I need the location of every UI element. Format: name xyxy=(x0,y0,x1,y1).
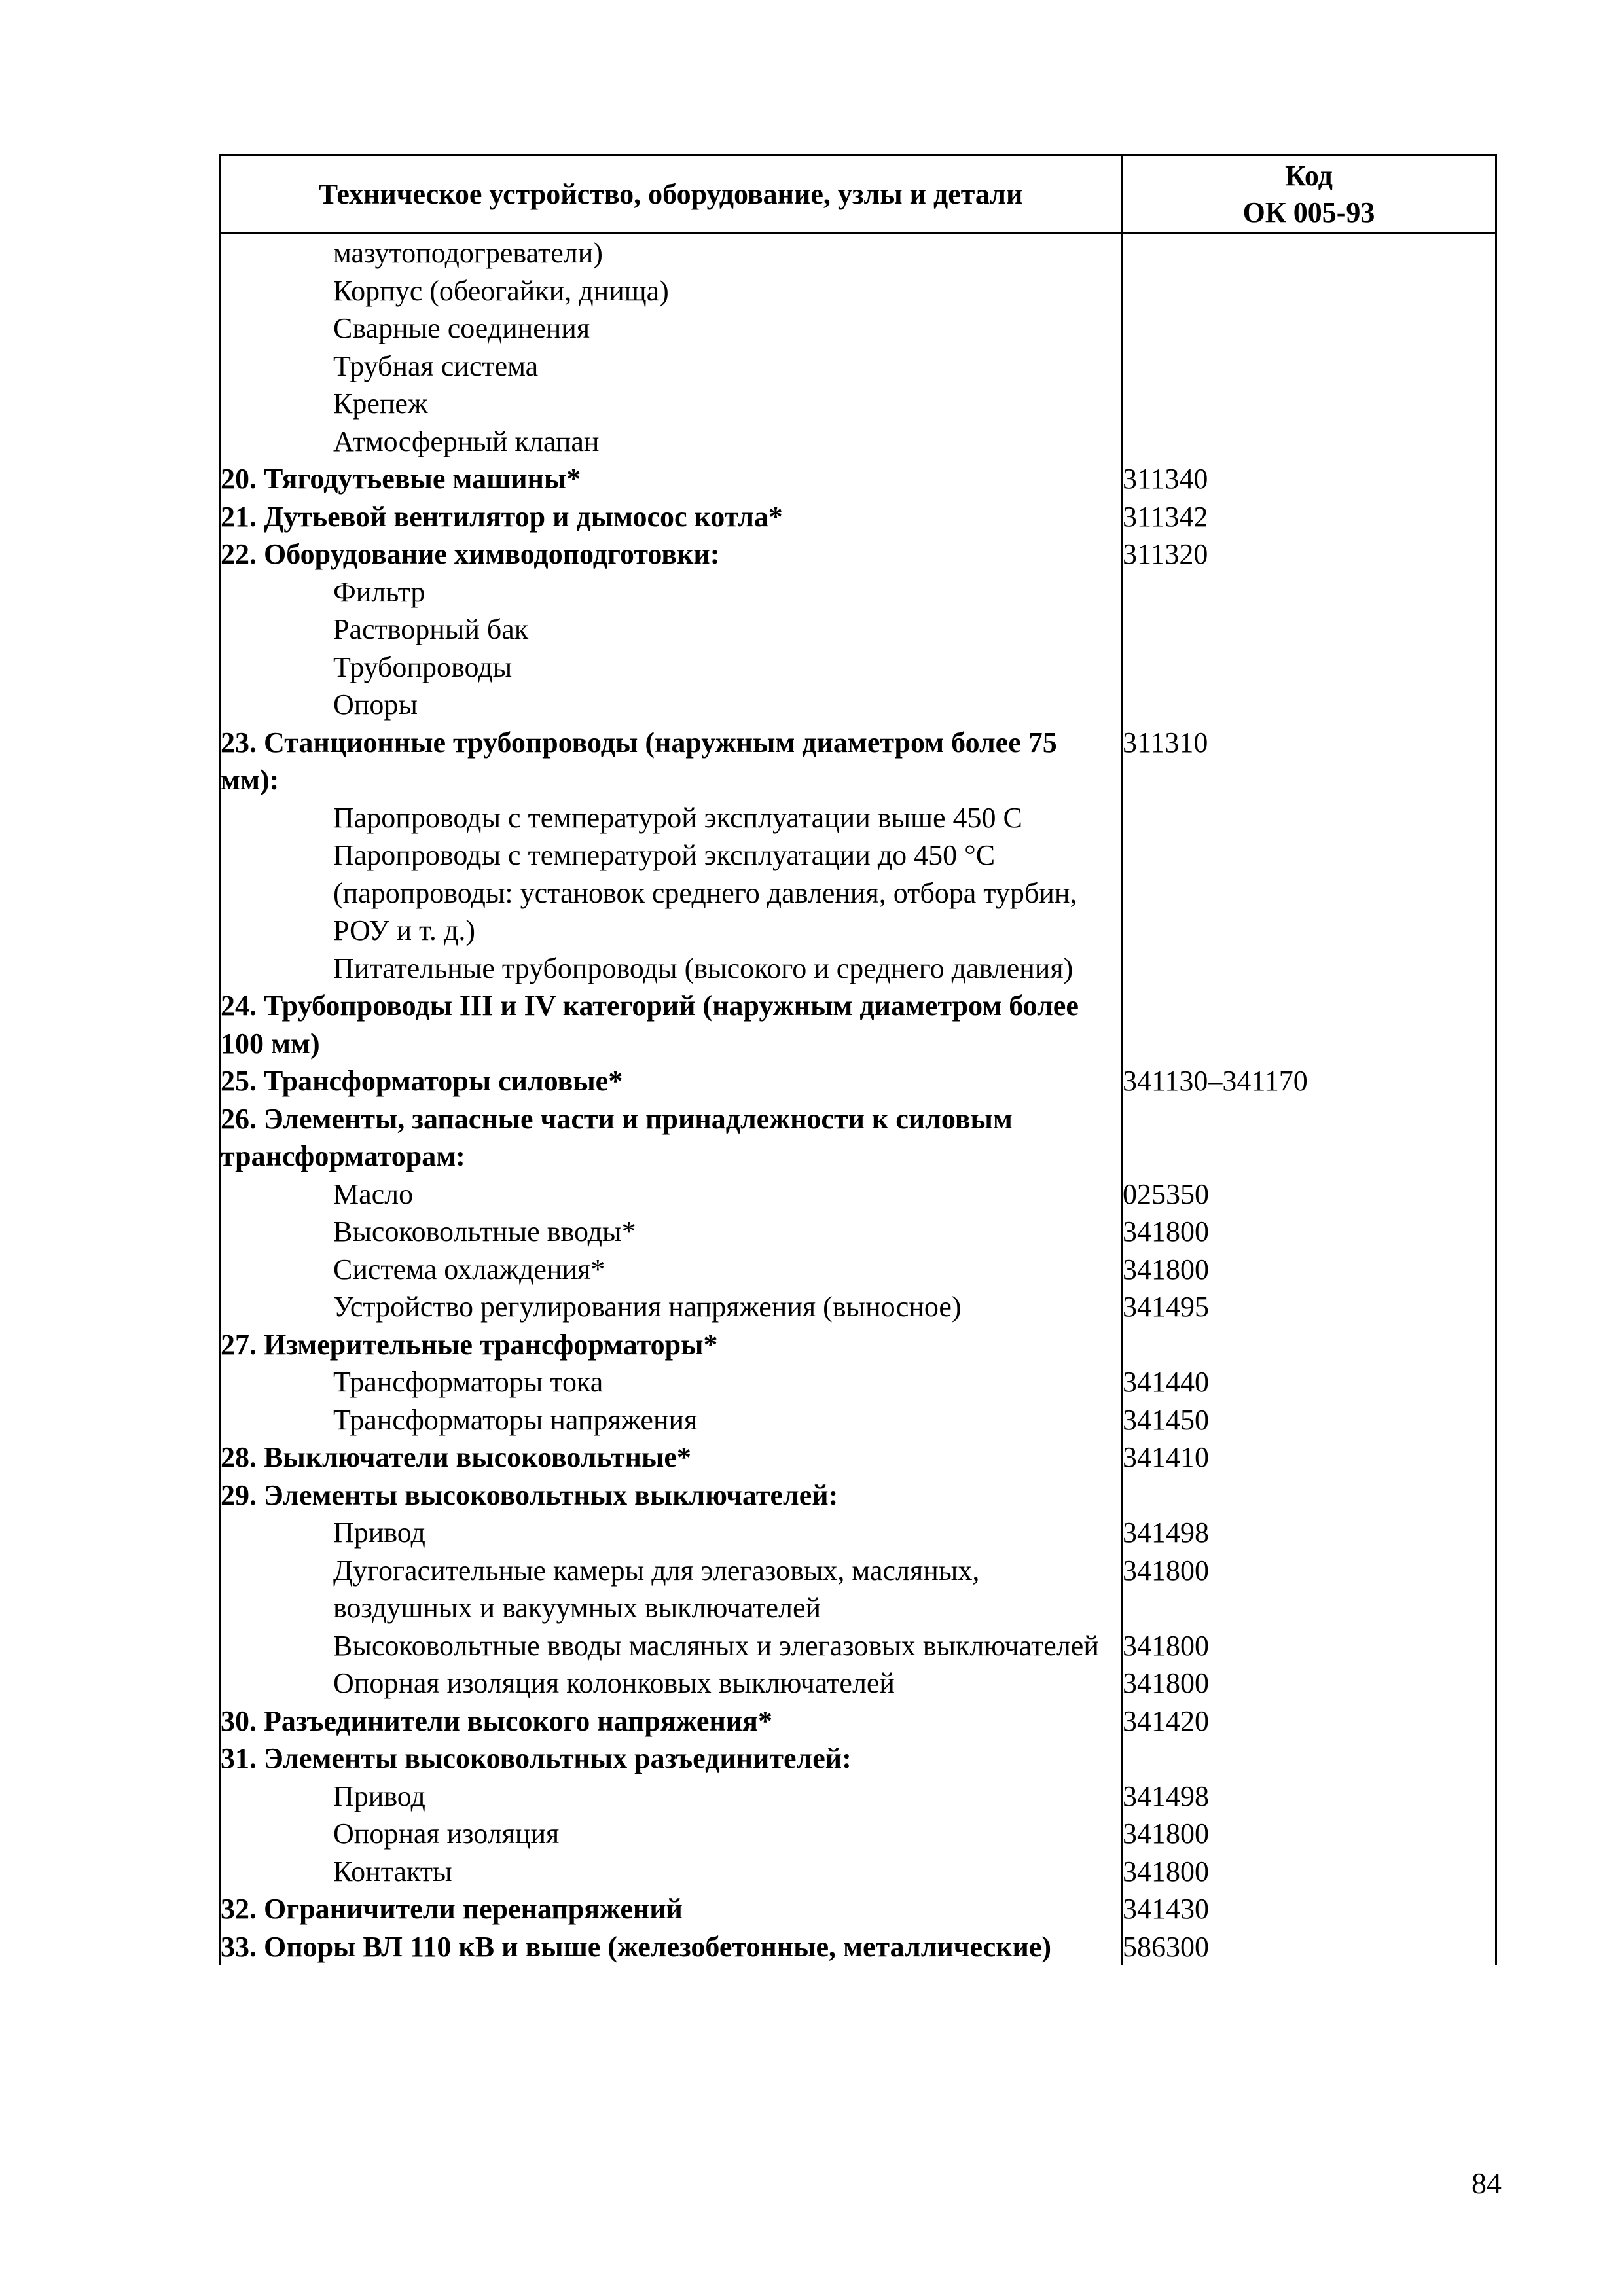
equipment-name: Высоковольтные вводы* xyxy=(220,1213,1122,1251)
table-row xyxy=(220,1251,1496,1289)
equipment-name: 21. Дутьевой вентилятор и дымосос котла* xyxy=(220,498,1122,536)
equipment-code: 341430 xyxy=(1122,1890,1496,1928)
table-row xyxy=(220,1815,1496,1853)
table-row xyxy=(220,799,1496,837)
equipment-name: Высоковольтные вводы масляных и элегазовых выключателей xyxy=(220,1627,1122,1665)
equipment-code xyxy=(1122,686,1496,724)
table-header-row xyxy=(220,156,1496,234)
equipment-code xyxy=(1122,385,1496,423)
equipment-name: Трансформаторы тока xyxy=(220,1363,1122,1401)
equipment-code: 311320 xyxy=(1122,535,1496,573)
equipment-code xyxy=(1122,799,1496,837)
equipment-code xyxy=(1122,1740,1496,1778)
table-row xyxy=(220,1363,1496,1401)
table-row xyxy=(220,234,1496,272)
equipment-code xyxy=(1122,987,1496,1062)
equipment-name: Трубная система xyxy=(220,348,1122,386)
table-row xyxy=(220,1213,1496,1251)
equipment-code: 341800 xyxy=(1122,1213,1496,1251)
equipment-code: 341410 xyxy=(1122,1439,1496,1477)
header-code-line1: Код xyxy=(1285,160,1333,192)
equipment-name: 23. Станционные трубопроводы (наружным диаметром более 75 мм): xyxy=(220,724,1122,799)
table-row xyxy=(220,1778,1496,1816)
equipment-name: Опорная изоляция колонковых выключателей xyxy=(220,1664,1122,1702)
equipment-code: 311342 xyxy=(1122,498,1496,536)
equipment-code xyxy=(1122,272,1496,310)
table-row xyxy=(220,1477,1496,1515)
equipment-code xyxy=(1122,950,1496,988)
equipment-code xyxy=(1122,573,1496,611)
equipment-name: Атмосферный клапан xyxy=(220,423,1122,461)
table-row xyxy=(220,836,1496,950)
equipment-name: Растворный бак xyxy=(220,611,1122,649)
equipment-name: Устройство регулирования напряжения (выносное) xyxy=(220,1288,1122,1326)
equipment-name: Трансформаторы напряжения xyxy=(220,1401,1122,1439)
equipment-name: 26. Элементы, запасные части и принадлежности к силовым трансформаторам: xyxy=(220,1100,1122,1175)
table-row xyxy=(220,649,1496,687)
equipment-code: 311340 xyxy=(1122,460,1496,498)
equipment-name: Контакты xyxy=(220,1853,1122,1891)
table-row xyxy=(220,460,1496,498)
equipment-name: Привод xyxy=(220,1778,1122,1816)
table-row xyxy=(220,423,1496,461)
table-row xyxy=(220,1627,1496,1665)
page-number: 84 xyxy=(1471,2166,1502,2200)
equipment-code: 341800 xyxy=(1122,1627,1496,1665)
equipment-name: Привод xyxy=(220,1514,1122,1552)
equipment-name: Сварные соединения xyxy=(220,310,1122,348)
table-row xyxy=(220,1552,1496,1627)
equipment-name: Дугогасительные камеры для элегазовых, масляных, воздушных и вакуумных выключателей xyxy=(220,1552,1122,1627)
equipment-code: 341495 xyxy=(1122,1288,1496,1326)
equipment-code xyxy=(1122,1100,1496,1175)
table-row xyxy=(220,385,1496,423)
equipment-name: 20. Тягодутьевые машины* xyxy=(220,460,1122,498)
equipment-name: 27. Измерительные трансформаторы* xyxy=(220,1326,1122,1364)
equipment-code: 311310 xyxy=(1122,724,1496,799)
equipment-name: Питательные трубопроводы (высокого и среднего давления) xyxy=(220,950,1122,988)
header-equipment: Техническое устройство, оборудование, узлы и детали xyxy=(220,156,1122,234)
equipment-code: 341800 xyxy=(1122,1552,1496,1627)
equipment-name: 25. Трансформаторы силовые* xyxy=(220,1062,1122,1100)
table-row xyxy=(220,611,1496,649)
equipment-name: Крепеж xyxy=(220,385,1122,423)
equipment-code xyxy=(1122,1477,1496,1515)
equipment-name: Корпус (обеогайки, днища) xyxy=(220,272,1122,310)
equipment-table xyxy=(219,154,1497,1965)
equipment-name: Система охлаждения* xyxy=(220,1251,1122,1289)
table-row xyxy=(220,1062,1496,1100)
equipment-code xyxy=(1122,348,1496,386)
equipment-code xyxy=(1122,234,1496,272)
table-row xyxy=(220,1439,1496,1477)
table-row xyxy=(220,1702,1496,1740)
equipment-name: 22. Оборудование химводоподготовки: xyxy=(220,535,1122,573)
equipment-name: 33. Опоры ВЛ 110 кВ и выше (железобетонные, металлические) xyxy=(220,1928,1122,1966)
equipment-name: 29. Элементы высоковольтных выключателей: xyxy=(220,1477,1122,1515)
equipment-name: Опоры xyxy=(220,686,1122,724)
equipment-code: 341440 xyxy=(1122,1363,1496,1401)
table-row xyxy=(220,348,1496,386)
equipment-name: 32. Ограничители перенапряжений xyxy=(220,1890,1122,1928)
table-row xyxy=(220,1514,1496,1552)
equipment-code: 341498 xyxy=(1122,1778,1496,1816)
header-code-line2: ОК 005-93 xyxy=(1242,196,1375,228)
table-row xyxy=(220,1100,1496,1175)
equipment-code: 341450 xyxy=(1122,1401,1496,1439)
equipment-code xyxy=(1122,649,1496,687)
table-row xyxy=(220,686,1496,724)
equipment-code: 341498 xyxy=(1122,1514,1496,1552)
equipment-code: 341130–341170 xyxy=(1122,1062,1496,1100)
table-row xyxy=(220,310,1496,348)
equipment-code xyxy=(1122,1326,1496,1364)
equipment-code: 586300 xyxy=(1122,1928,1496,1966)
table-row xyxy=(220,573,1496,611)
equipment-name: 24. Трубопроводы III и IV категорий (наружным диаметром более 100 мм) xyxy=(220,987,1122,1062)
header-code xyxy=(1122,156,1496,234)
equipment-name: Масло xyxy=(220,1175,1122,1213)
equipment-code: 025350 xyxy=(1122,1175,1496,1213)
table-row xyxy=(220,987,1496,1062)
equipment-code: 341420 xyxy=(1122,1702,1496,1740)
table-row xyxy=(220,950,1496,988)
table-row xyxy=(220,1740,1496,1778)
table-row xyxy=(220,1288,1496,1326)
table-row xyxy=(220,1664,1496,1702)
table-row xyxy=(220,1890,1496,1928)
equipment-code: 341800 xyxy=(1122,1853,1496,1891)
equipment-name: Паропроводы с температурой эксплуатации до 450 °С (паропроводы: установок среднего давления, отбора турбин, РОУ и т. д.) xyxy=(220,836,1122,950)
table-row xyxy=(220,1853,1496,1891)
equipment-name: Трубопроводы xyxy=(220,649,1122,687)
equipment-name: Фильтр xyxy=(220,573,1122,611)
equipment-code: 341800 xyxy=(1122,1815,1496,1853)
equipment-name: 28. Выключатели высоковольтные* xyxy=(220,1439,1122,1477)
table-row xyxy=(220,535,1496,573)
table-row xyxy=(220,724,1496,799)
table-row xyxy=(220,1326,1496,1364)
equipment-code xyxy=(1122,836,1496,950)
equipment-code xyxy=(1122,423,1496,461)
table-row xyxy=(220,1401,1496,1439)
equipment-code xyxy=(1122,310,1496,348)
equipment-name: Опорная изоляция xyxy=(220,1815,1122,1853)
equipment-code: 341800 xyxy=(1122,1664,1496,1702)
equipment-name: 31. Элементы высоковольтных разъединителей: xyxy=(220,1740,1122,1778)
equipment-name: мазутоподогреватели) xyxy=(220,234,1122,272)
table-row xyxy=(220,1175,1496,1213)
equipment-code xyxy=(1122,611,1496,649)
equipment-code: 341800 xyxy=(1122,1251,1496,1289)
table-body xyxy=(220,234,1496,1966)
equipment-name: Паропроводы с температурой эксплуатации выше 450 С xyxy=(220,799,1122,837)
table-row xyxy=(220,1928,1496,1966)
equipment-name: 30. Разъединители высокого напряжения* xyxy=(220,1702,1122,1740)
table-row xyxy=(220,498,1496,536)
table-row xyxy=(220,272,1496,310)
